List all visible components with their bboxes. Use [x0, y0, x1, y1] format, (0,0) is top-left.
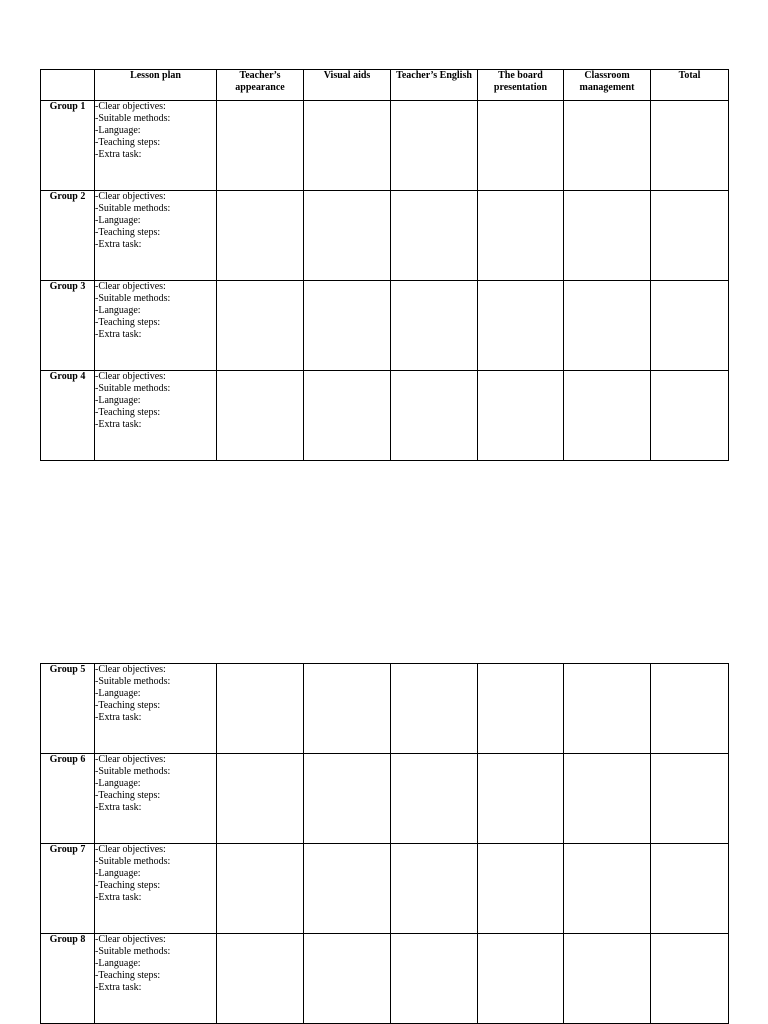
score-classroom-management — [564, 281, 651, 371]
criterion-extra-task: -Extra task: — [95, 982, 142, 993]
score-total — [651, 844, 729, 934]
group-label: Group 4 — [41, 371, 95, 461]
score-visual-aids — [304, 281, 391, 371]
score-total — [651, 191, 729, 281]
score-teachers-appearance — [217, 371, 304, 461]
criterion-language: -Language: — [95, 305, 141, 316]
criterion-suitable-methods: -Suitable methods: — [95, 856, 171, 867]
score-visual-aids — [304, 371, 391, 461]
criterion-language: -Language: — [95, 395, 141, 406]
score-teachers-english — [391, 371, 478, 461]
criterion-extra-task: -Extra task: — [95, 802, 142, 813]
score-board-presentation — [478, 664, 564, 754]
score-board-presentation — [478, 281, 564, 371]
score-classroom-management — [564, 934, 651, 1024]
criterion-clear-objectives: -Clear objectives: — [95, 844, 166, 855]
lesson-plan-criteria — [95, 754, 217, 844]
criterion-extra-task: -Extra task: — [95, 892, 142, 903]
criterion-extra-task: -Extra task: — [95, 239, 142, 250]
header-row — [41, 70, 729, 101]
score-teachers-appearance — [217, 281, 304, 371]
criterion-clear-objectives: -Clear objectives: — [95, 754, 166, 765]
score-classroom-management — [564, 371, 651, 461]
score-classroom-management — [564, 754, 651, 844]
group-label: Group 8 — [41, 934, 95, 1024]
criterion-clear-objectives: -Clear objectives: — [95, 281, 166, 292]
criterion-extra-task: -Extra task: — [95, 419, 142, 430]
lesson-plan-criteria — [95, 664, 217, 754]
header-classroom-management: Classroom management — [564, 70, 651, 101]
score-teachers-english — [391, 664, 478, 754]
group-row — [41, 191, 729, 281]
score-board-presentation — [478, 101, 564, 191]
score-classroom-management — [564, 101, 651, 191]
score-classroom-management — [564, 664, 651, 754]
score-board-presentation — [478, 371, 564, 461]
score-total — [651, 934, 729, 1024]
score-total — [651, 101, 729, 191]
criterion-language: -Language: — [95, 215, 141, 226]
score-visual-aids — [304, 934, 391, 1024]
score-teachers-appearance — [217, 191, 304, 281]
score-total — [651, 371, 729, 461]
criterion-clear-objectives: -Clear objectives: — [95, 371, 166, 382]
group-row — [41, 371, 729, 461]
group-row — [41, 844, 729, 934]
score-visual-aids — [304, 191, 391, 281]
criterion-suitable-methods: -Suitable methods: — [95, 766, 171, 777]
criterion-teaching-steps: -Teaching steps: — [95, 790, 161, 801]
lesson-plan-criteria — [95, 844, 217, 934]
score-teachers-english — [391, 844, 478, 934]
criterion-language: -Language: — [95, 958, 141, 969]
criterion-clear-objectives: -Clear objectives: — [95, 934, 166, 945]
score-teachers-english — [391, 191, 478, 281]
lesson-plan-criteria — [95, 101, 217, 191]
score-total — [651, 754, 729, 844]
group-row — [41, 101, 729, 191]
criterion-language: -Language: — [95, 125, 141, 136]
criterion-teaching-steps: -Teaching steps: — [95, 700, 161, 711]
score-teachers-english — [391, 934, 478, 1024]
score-board-presentation — [478, 934, 564, 1024]
criterion-language: -Language: — [95, 778, 141, 789]
score-visual-aids — [304, 844, 391, 934]
header-teachers-appearance: Teacher’s appearance — [217, 70, 304, 101]
header-board-presentation: The board presentation — [478, 70, 564, 101]
group-row — [41, 664, 729, 754]
score-total — [651, 664, 729, 754]
score-classroom-management — [564, 191, 651, 281]
criterion-suitable-methods: -Suitable methods: — [95, 293, 171, 304]
group-label: Group 7 — [41, 844, 95, 934]
criterion-teaching-steps: -Teaching steps: — [95, 227, 161, 238]
criterion-teaching-steps: -Teaching steps: — [95, 880, 161, 891]
score-teachers-english — [391, 101, 478, 191]
header-teachers-english: Teacher’s English — [391, 70, 478, 101]
score-teachers-english — [391, 754, 478, 844]
lesson-plan-criteria — [95, 371, 217, 461]
criterion-clear-objectives: -Clear objectives: — [95, 101, 166, 112]
score-total — [651, 281, 729, 371]
score-visual-aids — [304, 101, 391, 191]
header-lesson-plan: Lesson plan — [95, 70, 217, 101]
score-teachers-appearance — [217, 934, 304, 1024]
header-total: Total — [651, 70, 729, 101]
criterion-language: -Language: — [95, 688, 141, 699]
group-row — [41, 934, 729, 1024]
score-teachers-appearance — [217, 844, 304, 934]
lesson-plan-criteria — [95, 191, 217, 281]
criterion-suitable-methods: -Suitable methods: — [95, 676, 171, 687]
header-corner — [41, 70, 95, 101]
criterion-suitable-methods: -Suitable methods: — [95, 113, 171, 124]
group-label: Group 6 — [41, 754, 95, 844]
criterion-extra-task: -Extra task: — [95, 712, 142, 723]
criterion-teaching-steps: -Teaching steps: — [95, 137, 161, 148]
score-teachers-appearance — [217, 101, 304, 191]
group-row — [41, 754, 729, 844]
criterion-teaching-steps: -Teaching steps: — [95, 317, 161, 328]
criterion-clear-objectives: -Clear objectives: — [95, 191, 166, 202]
criterion-extra-task: -Extra task: — [95, 149, 142, 160]
criterion-suitable-methods: -Suitable methods: — [95, 383, 171, 394]
criterion-teaching-steps: -Teaching steps: — [95, 970, 161, 981]
score-board-presentation — [478, 844, 564, 934]
score-board-presentation — [478, 191, 564, 281]
group-label: Group 1 — [41, 101, 95, 191]
score-teachers-appearance — [217, 664, 304, 754]
score-visual-aids — [304, 664, 391, 754]
criterion-extra-task: -Extra task: — [95, 329, 142, 340]
evaluation-table-bottom — [40, 663, 729, 1024]
score-board-presentation — [478, 754, 564, 844]
criterion-teaching-steps: -Teaching steps: — [95, 407, 161, 418]
score-teachers-appearance — [217, 754, 304, 844]
lesson-plan-criteria — [95, 281, 217, 371]
criterion-clear-objectives: -Clear objectives: — [95, 664, 166, 675]
group-label: Group 5 — [41, 664, 95, 754]
group-row — [41, 281, 729, 371]
score-visual-aids — [304, 754, 391, 844]
criterion-suitable-methods: -Suitable methods: — [95, 203, 171, 214]
evaluation-table-top — [40, 69, 729, 461]
header-visual-aids: Visual aids — [304, 70, 391, 101]
score-teachers-english — [391, 281, 478, 371]
criterion-suitable-methods: -Suitable methods: — [95, 946, 171, 957]
group-label: Group 2 — [41, 191, 95, 281]
group-label: Group 3 — [41, 281, 95, 371]
criterion-language: -Language: — [95, 868, 141, 879]
lesson-plan-criteria — [95, 934, 217, 1024]
score-classroom-management — [564, 844, 651, 934]
